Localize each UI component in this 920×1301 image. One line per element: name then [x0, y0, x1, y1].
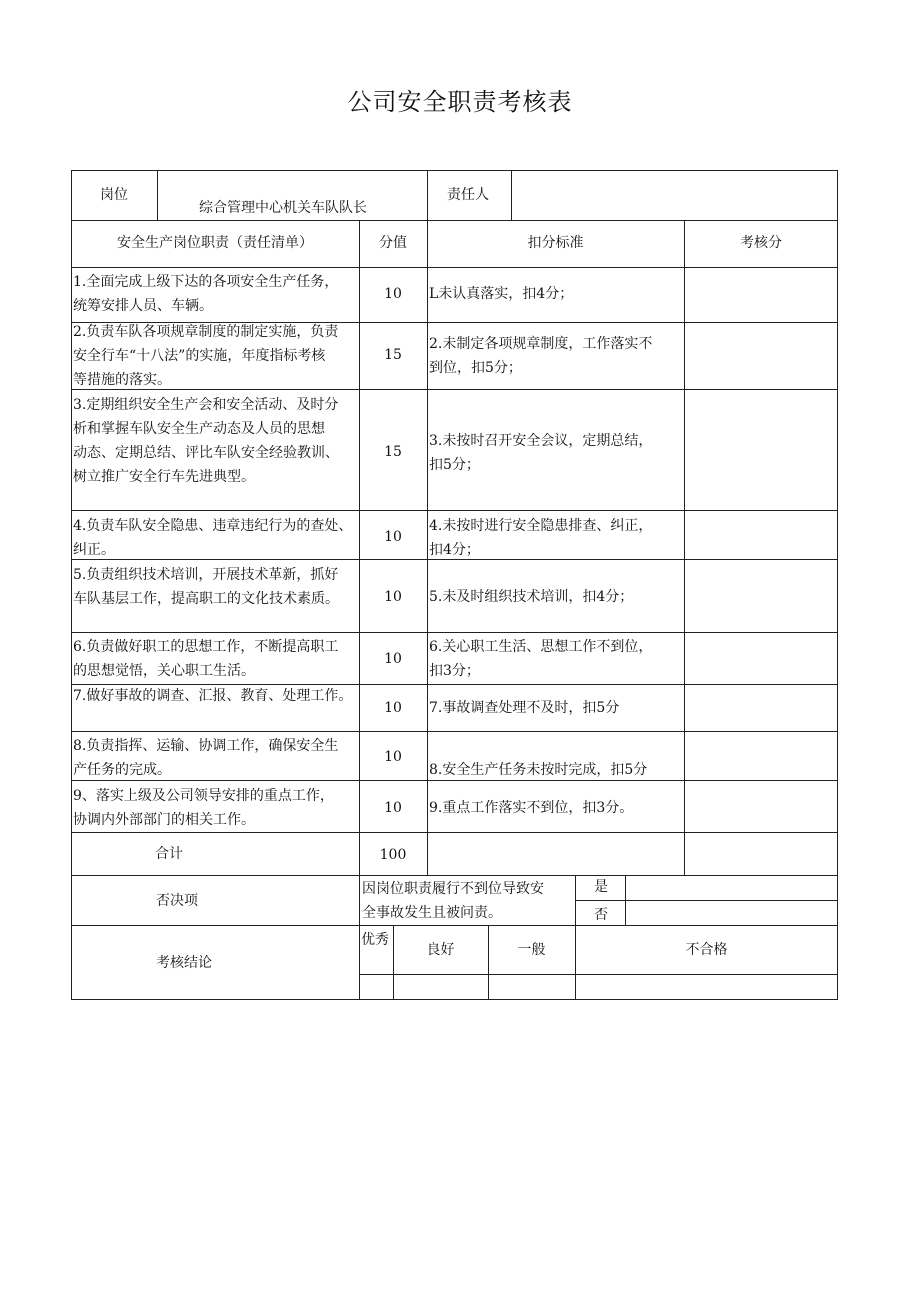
- row-divider: [71, 731, 838, 732]
- veto-no-label: 否: [594, 907, 608, 923]
- score-value: 10: [384, 749, 402, 765]
- deduction-text: 5.未及时组织技术培训，扣4分；: [429, 589, 634, 605]
- duty-text: 2.负责车队各项规章制度的制定实施，负责 安全行车“十八法”的实施，年度指标考核 等措施的落实。: [73, 324, 339, 388]
- col-header-deduction: 扣分标准: [527, 235, 584, 251]
- score-value: 10: [384, 529, 402, 545]
- duty-text: 9、落实上级及公司领导安排的重点工作， 协调内外部部门的相关工作。: [73, 788, 334, 828]
- deduction-text: L未认真落实，扣4分；: [429, 286, 574, 302]
- row-divider: [71, 925, 838, 926]
- col-divider: [625, 875, 626, 925]
- row-divider: [71, 875, 838, 876]
- col-divider: [157, 170, 158, 220]
- duty-text: 3.定期组织安全生产会和安全活动、及时分 析和掌握车队安全生产动态及人员的思想 动态、定期总结、评比车队安全经验教训、 树立推广安全行车先进典型。: [73, 397, 339, 485]
- col-divider: [511, 170, 512, 220]
- duty-text: 4.负责车队安全隐患、违章违纪行为的查处、 纠正。: [73, 518, 353, 558]
- score-value: 10: [384, 589, 402, 605]
- duty-text: 1.全面完成上级下达的各项安全生产任务， 统筹安排人员、车辆。: [73, 274, 339, 314]
- conclusion-divider: [359, 974, 838, 975]
- conclusion-label: 考核结论: [156, 955, 212, 971]
- row-divider: [71, 632, 838, 633]
- total-label: 合计: [155, 846, 183, 862]
- duty-text: 6.负责做好职工的思想工作，不断提高职工 的思想觉悟，关心职工生活。: [73, 639, 339, 679]
- grade-fail: 不合格: [685, 942, 728, 958]
- deduction-text: 2.未制定各项规章制度，工作落实不 到位，扣5分；: [429, 336, 653, 376]
- page-title: 公司安全职责考核表: [347, 88, 573, 116]
- col-header-score: 分值: [379, 235, 407, 251]
- duty-text: 5.负责组织技术培训，开展技术革新，抓好 车队基层工作，提高职工的文化技术素质。: [73, 567, 339, 607]
- deduction-text: 8.安全生产任务未按时完成，扣5分: [429, 762, 648, 778]
- veto-text: 因岗位职责履行不到位导致安 全事故发生且被问责。: [362, 881, 544, 921]
- score-value: 10: [384, 651, 402, 667]
- col-divider: [684, 220, 685, 875]
- row-divider: [71, 510, 838, 511]
- responsible-label: 责任人: [447, 187, 489, 203]
- col-header-assessed: 考核分: [740, 235, 782, 251]
- grade-average: 一般: [517, 942, 546, 958]
- row-divider: [71, 220, 838, 221]
- veto-label: 否决项: [156, 893, 198, 909]
- col-divider: [427, 220, 428, 875]
- duty-text: 7.做好事故的调查、汇报、教育、处理工作。: [73, 688, 353, 704]
- row-divider: [71, 267, 838, 268]
- deduction-text: 4.未按时进行安全隐患排查、纠正， 扣4分；: [429, 518, 653, 558]
- deduction-text: 7.事故调查处理不及时，扣5分: [429, 700, 620, 716]
- grade-excellent: 优秀: [361, 932, 389, 948]
- grade-good: 良好: [426, 942, 455, 958]
- row-divider: [71, 832, 838, 833]
- score-value: 10: [384, 800, 402, 816]
- col-divider: [488, 925, 489, 1000]
- score-value: 15: [384, 347, 402, 363]
- col-divider: [393, 925, 394, 1000]
- veto-yes-label: 是: [594, 879, 608, 895]
- score-value: 15: [384, 444, 402, 460]
- veto-divider: [575, 900, 838, 901]
- col-divider: [427, 170, 428, 220]
- col-divider: [359, 220, 360, 1000]
- score-value: 10: [384, 700, 402, 716]
- deduction-text: 6.关心职工生活、思想工作不到位， 扣3分；: [429, 639, 653, 679]
- col-header-duty: 安全生产岗位职责（责任清单）: [117, 235, 313, 251]
- deduction-text: 9.重点工作落实不到位，扣3分。: [429, 800, 634, 816]
- post-label: 岗位: [100, 187, 128, 203]
- score-value: 10: [384, 286, 402, 302]
- deduction-text: 3.未按时召开安全会议，定期总结， 扣5分；: [429, 433, 653, 473]
- total-score: 100: [379, 847, 407, 863]
- duty-text: 8.负责指挥、运输、协调工作，确保安全生 产任务的完成。: [73, 738, 339, 778]
- post-value: 综合管理中心机关车队队长: [199, 200, 367, 216]
